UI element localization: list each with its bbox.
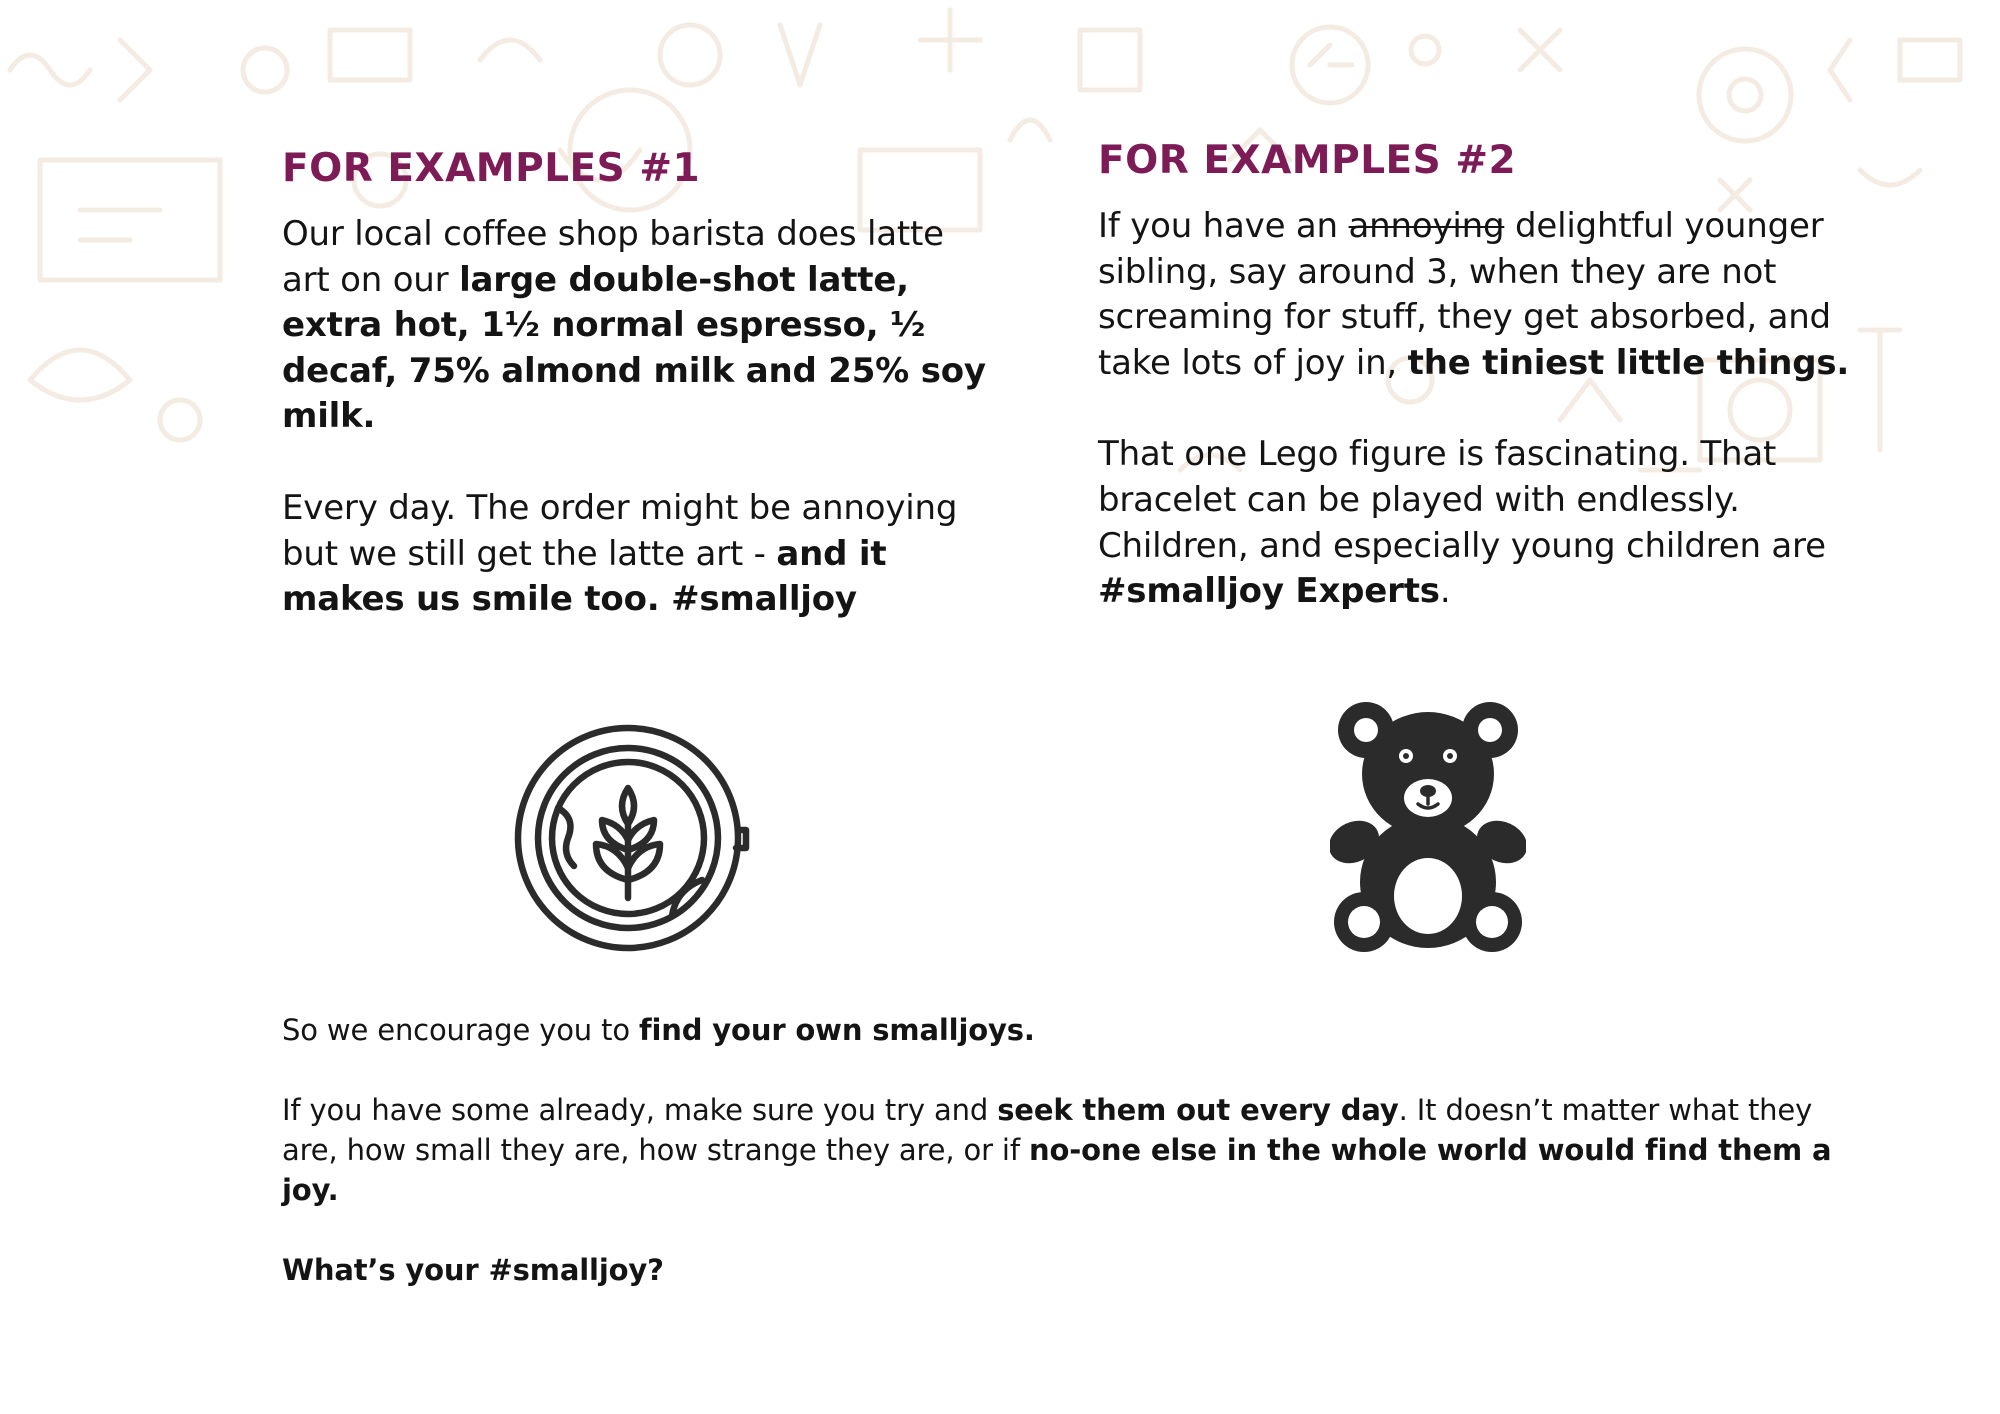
bold-text-span: no-one else in the whole world would find them a joy. (282, 1133, 1832, 1207)
closing-line-1 (282, 1010, 1842, 1050)
text-span: So we encourage you to (282, 1013, 639, 1047)
example-1-paragraph-1 (282, 212, 1002, 440)
text-span: delightful younger sibling, say around 3, when they are not screaming for stuff, they get absorbed, and take lots of joy in, (1098, 206, 1831, 383)
example-1-paragraph-2 (282, 486, 1002, 623)
latte-art-cup-icon (512, 720, 752, 956)
bold-text-span: #smalljoy Experts (1098, 571, 1440, 612)
example-2-column (1098, 138, 1858, 615)
bold-text-span: large double-shot latte, extra hot, 1½ normal espresso, ½ decaf, 75% almond milk and 25% soy milk. (282, 259, 986, 437)
text-span: If you have some already, make sure you try and (282, 1093, 998, 1127)
text-span: Our local coffee shop barista does latte art on our (282, 214, 944, 300)
strikethrough-text: annoying (1348, 206, 1505, 246)
text-span: Every day. The order might be annoying but we still get the latte art - (282, 487, 958, 574)
bold-text-span: seek them out every day (997, 1093, 1399, 1127)
example-1-column (282, 146, 1002, 623)
text-span: . It doesn’t matter what they are, how small they are, how strange they are, or if (282, 1093, 1813, 1167)
teddy-bear-icon (1330, 700, 1526, 952)
text-span: . (1439, 571, 1451, 612)
bold-text-span: What’s your #smalljoy? (282, 1253, 664, 1287)
text-span: If you have an (1098, 206, 1349, 246)
text-span: That one Lego figure is fascinating. That bracelet can be played with endlessly. Children, and especially young children are (1098, 434, 1826, 566)
bold-text-span: the tiniest little things. (1407, 342, 1850, 383)
closing-paragraph-2 (282, 1090, 1842, 1210)
example-2-heading: FOR EXAMPLES #2 (1098, 138, 1517, 183)
example-1-heading: FOR EXAMPLES #1 (282, 146, 701, 191)
example-2-paragraph-1 (1098, 204, 1858, 386)
bold-text-span: find your own smalljoys. (638, 1013, 1035, 1047)
example-2-paragraph-2 (1098, 432, 1858, 614)
closing-section (282, 1010, 1842, 1290)
closing-question (282, 1250, 1842, 1290)
bold-text-span: and it makes us smile too. #smalljoy (282, 533, 887, 620)
